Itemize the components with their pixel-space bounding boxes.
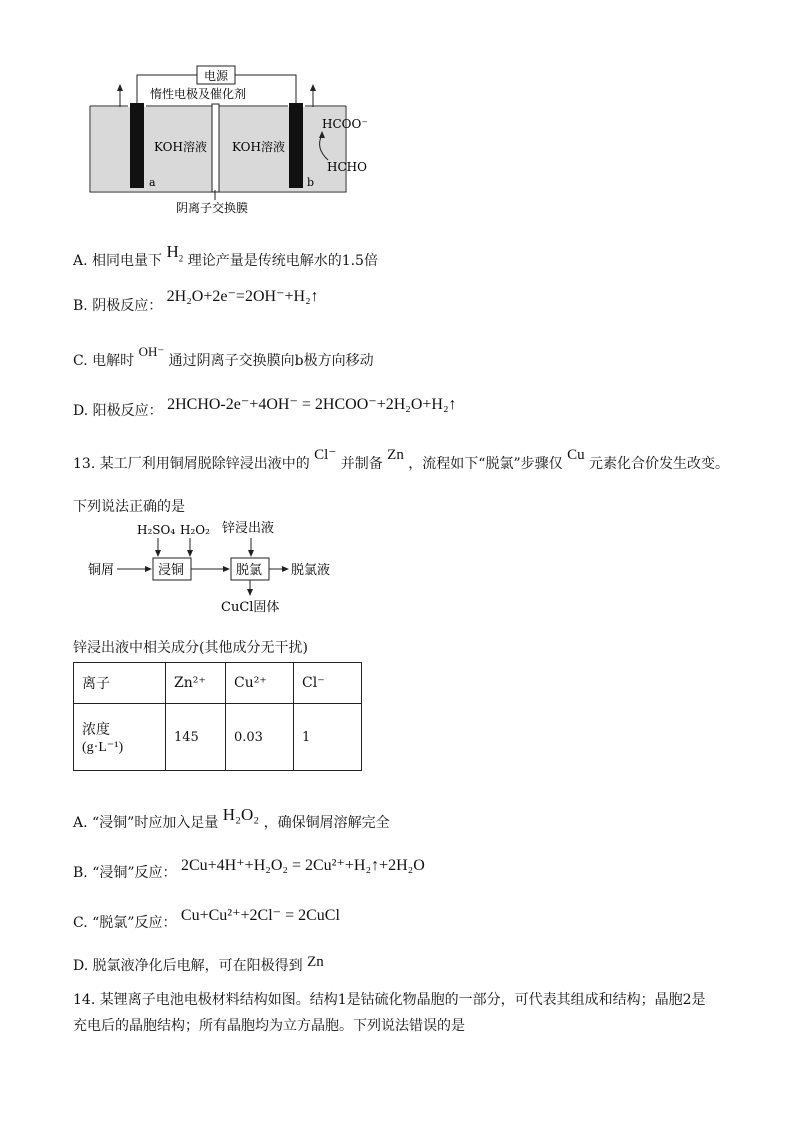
arrow-down-h2o2 [187,550,193,557]
feed-zinc-leachate: 锌浸出液 [222,521,275,536]
output-dechlorinated-liquid: 脱氯液 [291,563,331,578]
arrow-right-3 [282,566,289,572]
option-label: 阴极反应： [92,298,163,314]
table-header-cell: Cu²⁺ [226,663,294,704]
dechlorination-equation: Cu+Cu²⁺+2Cl⁻ = 2CuCl [180,907,340,924]
arrow-down-h2so4 [155,550,161,557]
species-h2: $H_2$ [166,242,184,264]
leaching-equation: 2Cu+4H⁺+H₂O₂ = 2Cu²⁺+H₂↑+2H₂O [180,857,425,874]
table-caption: 锌浸出液中相关成分(其他成分无干扰) [73,640,308,656]
electrode-label: 惰性电极及催化剂 [150,87,247,101]
q13-option-a [73,805,390,832]
anion-exchange-membrane [212,104,219,192]
table-header-cell: Cl⁻ [294,663,362,704]
table-cell: 1 [294,704,362,771]
option-text: 脱氯液净化后电解，可在阳极得到 [92,958,303,974]
q13-stem-line2: 下列说法正确的是 [73,499,185,515]
option-text: ，确保铜屑溶解完全 [263,815,390,831]
electrolysis-cell-diagram [0,0,800,225]
concentration-label: 浓度 [82,721,110,738]
arrow-down-feed [248,550,254,557]
q12-option-a [73,242,378,271]
species-h2o2: H₂O₂ [222,805,260,824]
q12-option-d [73,396,457,420]
table-cell: 0.03 [226,704,294,771]
option-text: “浸铜”时应加入足量 [92,815,219,831]
reagent-h2o2: H₂O₂ [180,523,210,537]
species-oh: OH⁻ [138,344,165,359]
output-cucl-solid: CuCl固体 [221,600,280,615]
concentration-unit: (g·L⁻¹) [82,739,124,755]
right-solution-label: KOH溶液 [232,140,285,154]
stem-text: ，流程如下“脱氯”步骤仅 [408,456,563,472]
option-letter: A. [73,815,88,831]
q12-option-c [73,344,374,370]
arrow-right-2 [223,566,230,572]
species-zn: Zn [307,954,324,970]
membrane-caption: 阴离子交换膜 [176,201,249,215]
q13-option-c [73,907,340,932]
ion-cl: Cl⁻ [314,447,337,463]
anode-equation: 2HCHO-2e⁻+4OH⁻ = 2HCOO⁻+2H₂O+H₂↑ [167,396,457,413]
option-text: 相同电量下 [92,253,163,269]
question-number: 14. [73,992,96,1008]
table-row-label [74,704,166,771]
electrode-a-label: a [149,176,156,189]
table-header-row [74,663,362,704]
option-label: “浸铜”反应： [92,865,177,881]
metal-zn: Zn [387,447,404,463]
option-label: 阳极反应： [92,403,163,419]
step-dechlorination: 脱氯 [236,563,263,578]
option-text: 理论产量是传统电解水的1.5倍 [187,253,378,269]
power-supply-label: 电源 [203,69,229,83]
electrode-b-label: b [307,176,315,189]
stem-text: 某锂离子电池电极材料结构如图。结构1是钴硫化物晶胞的一部分，可代表其组成和结构；晶胞2是 [99,992,706,1008]
metal-cu: Cu [567,447,585,463]
gas-arrow-left [117,84,123,91]
option-letter: B. [73,865,88,881]
q13-option-b [73,857,425,882]
ion-concentration-table [73,662,362,771]
option-letter: B. [73,298,88,314]
q13-stem [73,447,730,473]
arrow-down-solid [247,589,253,596]
reagent-h2so4: H₂SO₄ [137,523,176,537]
stem-text: 元素化合价发生改变。 [589,456,730,472]
cathode-equation: 2H₂O+2e⁻=2OH⁻+H₂↑ [166,288,319,305]
q13-option-d [73,955,324,975]
table-cell: 145 [166,704,226,771]
left-solution-label: KOH溶液 [154,140,207,154]
stem-text: 并制备 [340,456,383,472]
process-flow-chart [0,512,800,617]
q14-stem-line2: 充电后的晶胞结构；所有晶胞均为立方晶胞。下列说法错误的是 [73,1018,465,1034]
electrode-a [130,103,144,188]
table-header-cell: Zn²⁺ [166,663,226,704]
step-copper-leaching: 浸铜 [158,563,185,578]
table-row [74,704,362,771]
q12-option-b [73,288,319,315]
option-label: “脱氯”反应： [92,915,177,931]
product-hcoo-label: HCOO⁻ [322,117,368,131]
gas-arrow-right [310,84,316,91]
option-letter: D. [73,403,89,419]
option-letter: D. [73,958,89,974]
option-letter: C. [73,915,88,931]
option-letter: C. [73,353,88,369]
q14-stem-line1 [73,989,706,1009]
arrow-right-1 [145,566,152,572]
input-copper-scrap: 铜屑 [88,563,115,578]
question-number: 13. [73,456,96,472]
table-header-cell: 离子 [74,663,166,704]
reactant-hcho-label: HCHO [327,160,367,174]
electrode-b [289,103,303,188]
option-letter: A. [73,253,88,269]
option-text: 电解时 [92,353,135,369]
option-text: 通过阴离子交换膜向b极方向移动 [168,353,374,369]
stem-text: 某工厂利用铜屑脱除锌浸出液中的 [99,456,310,472]
